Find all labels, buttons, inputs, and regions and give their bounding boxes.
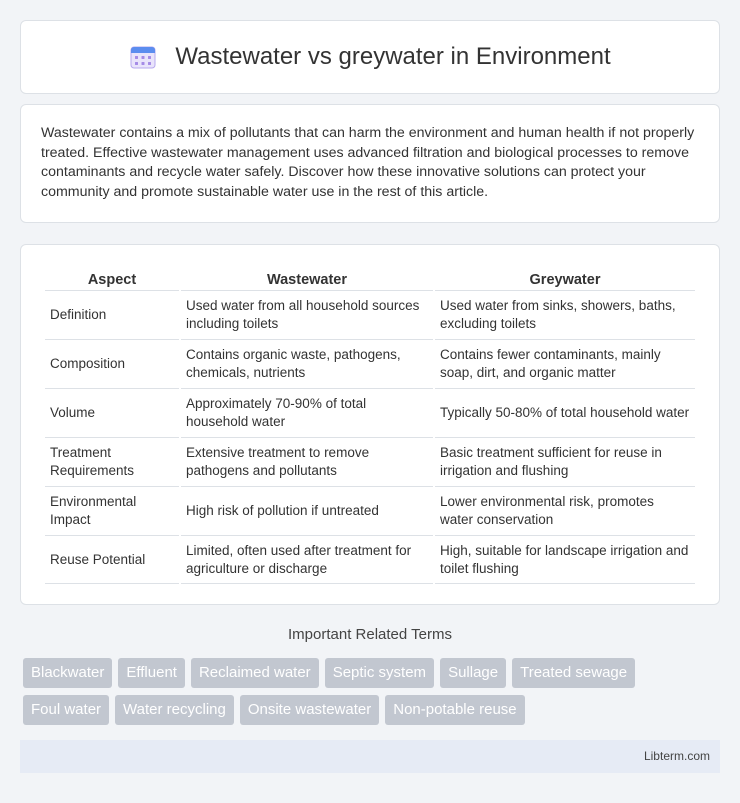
wastewater-cell: Approximately 70-90% of total household water [181,388,433,437]
tag-treated-sewage[interactable]: Treated sewage [512,658,635,688]
table-row [45,437,695,486]
table-row [45,339,695,388]
table-row [45,388,695,437]
header-card [20,20,720,94]
table-row [45,486,695,535]
comparison-table-card [20,244,720,605]
aspect-cell: Reuse Potential [45,535,179,584]
greywater-cell: Basic treatment sufficient for reuse in irrigation and flushing [435,437,695,486]
table-header-row [45,265,695,290]
greywater-cell: Typically 50-80% of total household water [435,388,695,437]
tag-septic-system[interactable]: Septic system [325,658,434,688]
wastewater-cell: High risk of pollution if untreated [181,486,433,535]
related-terms-title: Important Related Terms [288,626,452,643]
page-title: Wastewater vs greywater in Environment [175,43,611,70]
aspect-cell: Definition [45,290,179,339]
wastewater-cell: Contains organic waste, pathogens, chemicals, nutrients [181,339,433,388]
tag-water-recycling[interactable]: Water recycling [115,695,234,725]
tag-onsite-wastewater[interactable]: Onsite wastewater [240,695,379,725]
greywater-cell: Used water from sinks, showers, baths, excluding toilets [435,290,695,339]
intro-paragraph: Wastewater contains a mix of pollutants that can harm the environment and human health if not properly treated. Effective wastewater management uses advanced filtration and biological processes to remove contaminants and recycle water safely. Discover how these innovative solutions can protect your community and promote sustainable water use in the rest of this article. [41,125,695,200]
greywater-cell: Lower environmental risk, promotes water conservation [435,486,695,535]
footer [20,740,720,773]
tag-row [23,658,723,688]
greywater-cell: Contains fewer contaminants, mainly soap, dirt, and organic matter [435,339,695,388]
aspect-cell: Volume [45,388,179,437]
aspect-cell: Treatment Requirements [45,437,179,486]
table-row [45,535,695,584]
table-row [45,290,695,339]
aspect-cell: Composition [45,339,179,388]
tag-row [23,695,723,725]
tag-non-potable-reuse[interactable]: Non-potable reuse [385,695,524,725]
header-wastewater: Wastewater [266,272,348,288]
tag-sullage[interactable]: Sullage [440,658,506,688]
wastewater-cell: Limited, often used after treatment for agriculture or discharge [181,535,433,584]
related-terms-tags [23,658,723,732]
footer-brand-link[interactable]: Libterm.com [643,749,710,763]
wastewater-cell: Used water from all household sources including toilets [181,290,433,339]
tag-reclaimed-water[interactable]: Reclaimed water [191,658,319,688]
tag-effluent[interactable]: Effluent [118,658,185,688]
greywater-cell: High, suitable for landscape irrigation and toilet flushing [435,535,695,584]
comparison-table [43,265,697,584]
tag-blackwater[interactable]: Blackwater [23,658,112,688]
header-aspect: Aspect [87,272,137,288]
title-wrap [129,43,610,71]
calendar-icon [129,44,157,70]
aspect-cell: Environmental Impact [45,486,179,535]
wastewater-cell: Extensive treatment to remove pathogens and pollutants [181,437,433,486]
intro-card [20,104,720,223]
tag-foul-water[interactable]: Foul water [23,695,109,725]
header-greywater: Greywater [529,272,601,288]
